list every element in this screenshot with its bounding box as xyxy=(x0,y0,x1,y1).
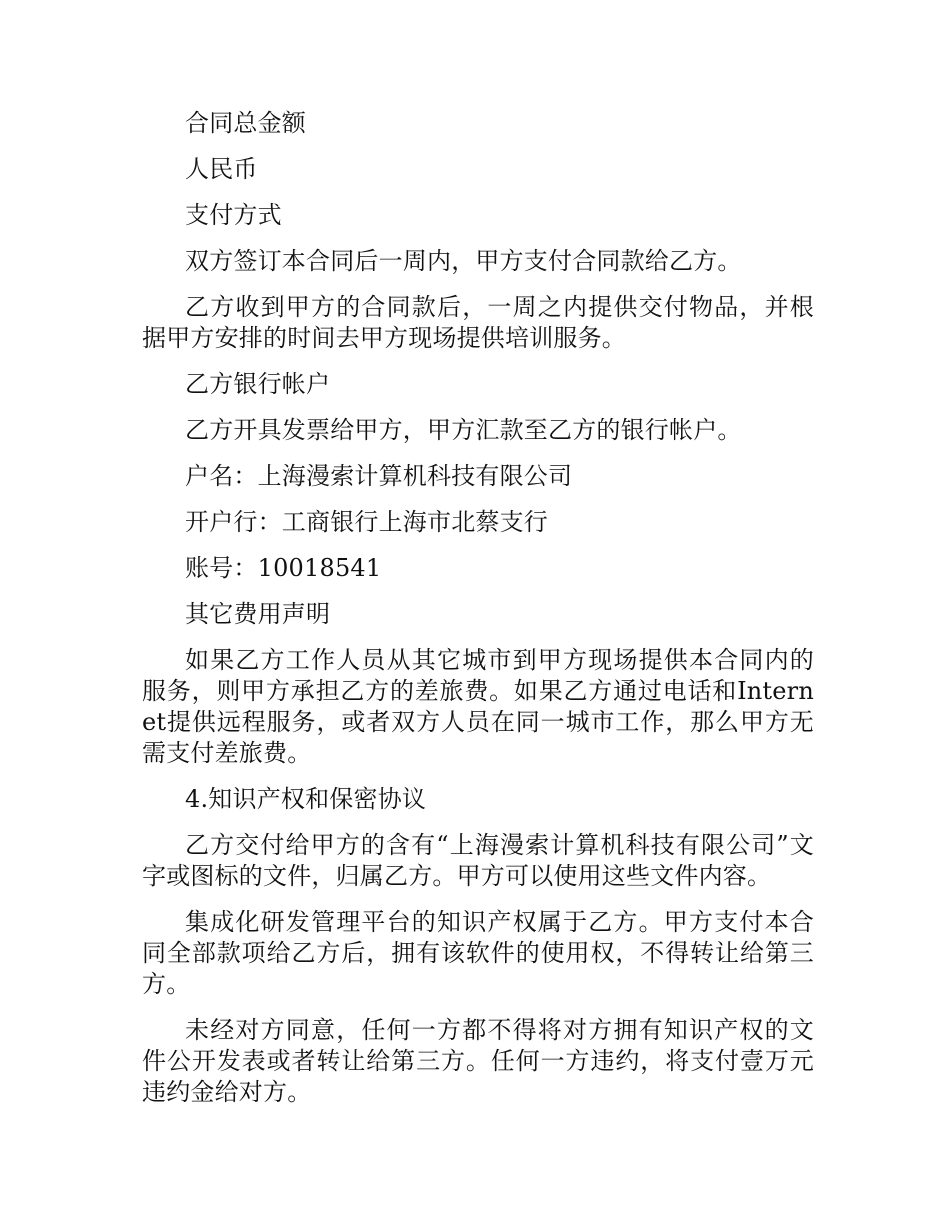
other-fees-heading: 其它费用声明 xyxy=(185,600,331,628)
breach-penalty-paragraph: 未经对方同意，任何一方都不得将对方拥有知识产权的文件公开发表或者转让给第三方。任何一方违约，将支付壹万元违约金给对方。 xyxy=(142,1016,814,1106)
travel-expense-paragraph: 如果乙方工作人员从其它城市到甲方现场提供本合同内的服务，则甲方承担乙方的差旅费。如果乙方通过电话和Internet提供远程服务，或者双方人员在同一城市工作，那么甲方无需支付差旅费。 xyxy=(142,646,814,767)
contract-total-heading: 合同总金额 xyxy=(185,109,306,137)
bank-account-heading: 乙方银行帐户 xyxy=(185,370,331,398)
account-name-line: 户名：上海漫索计算机科技有限公司 xyxy=(185,462,573,490)
bank-branch-line: 开户行：工商银行上海市北蔡支行 xyxy=(185,508,548,536)
file-ownership-paragraph: 乙方交付给甲方的含有“上海漫索计算机科技有限公司”文字或图标的文件，归属乙方。甲方可以使用这些文件内容。 xyxy=(142,831,814,890)
payment-term-paragraph: 双方签订本合同后一周内，甲方支付合同款给乙方。 xyxy=(185,247,742,275)
delivery-paragraph: 乙方收到甲方的合同款后，一周之内提供交付物品，并根据甲方安排的时间去甲方现场提供培训服务。 xyxy=(142,293,814,352)
invoice-paragraph: 乙方开具发票给甲方，甲方汇款至乙方的银行帐户。 xyxy=(185,416,742,444)
document-page xyxy=(142,108,814,1123)
ip-confidentiality-heading: 4.知识产权和保密协议 xyxy=(185,785,427,813)
ip-rights-paragraph: 集成化研发管理平台的知识产权属于乙方。甲方支付本合同全部款项给乙方后，拥有该软件的使用权，不得转让给第三方。 xyxy=(142,908,814,998)
currency-label: 人民币 xyxy=(185,155,258,183)
account-number-line: 账号：10018541 xyxy=(185,554,382,582)
payment-method-heading: 支付方式 xyxy=(185,201,282,229)
